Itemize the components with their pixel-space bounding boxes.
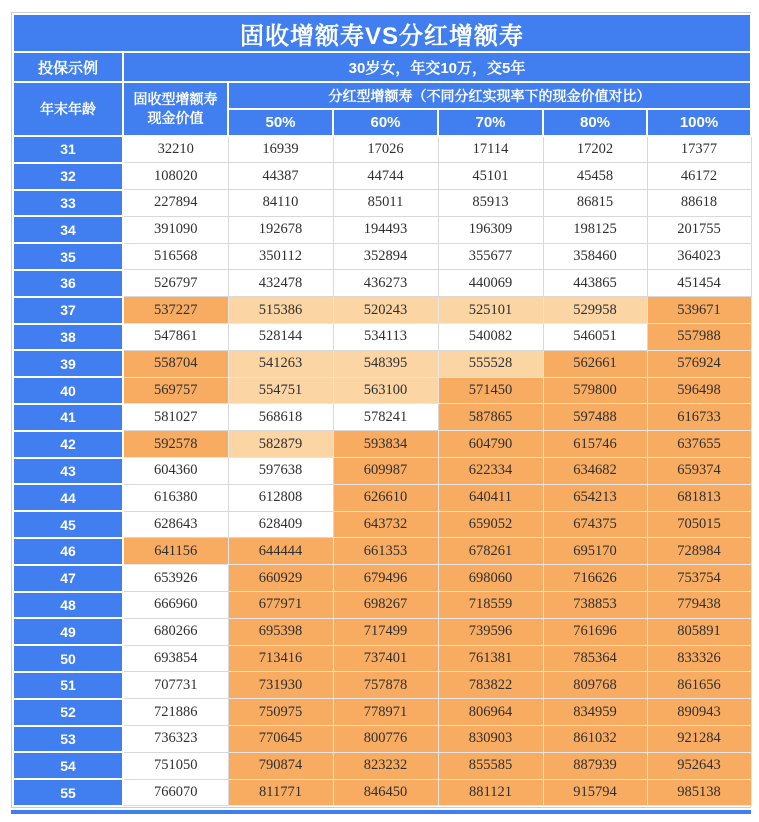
fixed-value-cell: 516568 xyxy=(123,243,228,270)
dividend-value-cell: 790874 xyxy=(228,752,333,779)
table-row xyxy=(13,270,751,297)
dividend-value-cell: 659052 xyxy=(438,511,543,538)
fixed-value-cell: 227894 xyxy=(123,190,228,217)
dividend-value-cell: 805891 xyxy=(647,618,751,645)
dividend-value-cell: 731930 xyxy=(228,672,333,699)
fixed-value-cell: 616380 xyxy=(123,484,228,511)
age-cell: 54 xyxy=(13,752,123,779)
table-row xyxy=(13,484,751,511)
fixed-value-cell: 108020 xyxy=(123,163,228,190)
dividend-value-cell: 778971 xyxy=(333,699,438,726)
table-row xyxy=(13,779,751,806)
dividend-value-cell: 739596 xyxy=(438,618,543,645)
dividend-value-cell: 194493 xyxy=(333,216,438,243)
table-row xyxy=(13,324,751,351)
bottom-blue-strip xyxy=(11,810,751,814)
dividend-value-cell: 679496 xyxy=(333,565,438,592)
dividend-value-cell: 86815 xyxy=(543,190,647,217)
dividend-value-cell: 17114 xyxy=(438,136,543,163)
fixed-value-cell: 653926 xyxy=(123,565,228,592)
table-row xyxy=(13,350,751,377)
dividend-value-cell: 85011 xyxy=(333,190,438,217)
dividend-value-cell: 612808 xyxy=(228,484,333,511)
dividend-value-cell: 698060 xyxy=(438,565,543,592)
dividend-value-cell: 985138 xyxy=(647,779,751,806)
col-header-fixed-line2: 现金价值 xyxy=(147,110,204,126)
fixed-value-cell: 680266 xyxy=(123,618,228,645)
age-cell: 47 xyxy=(13,565,123,592)
dividend-value-cell: 674375 xyxy=(543,511,647,538)
dividend-value-cell: 750975 xyxy=(228,699,333,726)
table-row xyxy=(13,163,751,190)
dividend-value-cell: 616733 xyxy=(647,404,751,431)
age-cell: 41 xyxy=(13,404,123,431)
age-cell: 53 xyxy=(13,726,123,753)
dividend-value-cell: 823232 xyxy=(333,752,438,779)
age-cell: 45 xyxy=(13,511,123,538)
dividend-value-cell: 806964 xyxy=(438,699,543,726)
dividend-value-cell: 654213 xyxy=(543,484,647,511)
dividend-value-cell: 678261 xyxy=(438,538,543,565)
age-cell: 34 xyxy=(13,216,123,243)
fixed-value-cell: 32210 xyxy=(123,136,228,163)
col-header-fixed-product xyxy=(123,82,228,136)
dividend-value-cell: 783822 xyxy=(438,672,543,699)
dividend-value-cell: 579800 xyxy=(543,377,647,404)
dividend-value-cell: 861656 xyxy=(647,672,751,699)
title-row xyxy=(13,14,751,52)
fixed-value-cell: 628643 xyxy=(123,511,228,538)
dividend-value-cell: 761381 xyxy=(438,645,543,672)
table-body xyxy=(13,136,751,806)
col-header-rate-60: 60% xyxy=(333,109,438,136)
dividend-value-cell: 44387 xyxy=(228,163,333,190)
age-cell: 33 xyxy=(13,190,123,217)
dividend-value-cell: 525101 xyxy=(438,297,543,324)
dividend-value-cell: 761696 xyxy=(543,618,647,645)
dividend-value-cell: 534113 xyxy=(333,324,438,351)
col-header-rate-70: 70% xyxy=(438,109,543,136)
dividend-value-cell: 352894 xyxy=(333,243,438,270)
dividend-value-cell: 45458 xyxy=(543,163,647,190)
table-row xyxy=(13,458,751,485)
dividend-value-cell: 800776 xyxy=(333,726,438,753)
table-row xyxy=(13,136,751,163)
dividend-value-cell: 451454 xyxy=(647,270,751,297)
dividend-value-cell: 46172 xyxy=(647,163,751,190)
dividend-value-cell: 17026 xyxy=(333,136,438,163)
dividend-value-cell: 615746 xyxy=(543,431,647,458)
dividend-value-cell: 626610 xyxy=(333,484,438,511)
dividend-value-cell: 604790 xyxy=(438,431,543,458)
dividend-value-cell: 554751 xyxy=(228,377,333,404)
dividend-value-cell: 846450 xyxy=(333,779,438,806)
fixed-value-cell: 391090 xyxy=(123,216,228,243)
dividend-value-cell: 921284 xyxy=(647,726,751,753)
dividend-value-cell: 192678 xyxy=(228,216,333,243)
dividend-value-cell: 713416 xyxy=(228,645,333,672)
fixed-value-cell: 641156 xyxy=(123,538,228,565)
comparison-table xyxy=(12,13,752,807)
table-row xyxy=(13,699,751,726)
dividend-value-cell: 17202 xyxy=(543,136,647,163)
fixed-value-cell: 766070 xyxy=(123,779,228,806)
dividend-value-cell: 555528 xyxy=(438,350,543,377)
table-row xyxy=(13,404,751,431)
dividend-value-cell: 45101 xyxy=(438,163,543,190)
age-cell: 52 xyxy=(13,699,123,726)
dividend-value-cell: 881121 xyxy=(438,779,543,806)
dividend-value-cell: 770645 xyxy=(228,726,333,753)
fixed-value-cell: 751050 xyxy=(123,752,228,779)
table-row xyxy=(13,592,751,619)
dividend-value-cell: 628409 xyxy=(228,511,333,538)
fixed-value-cell: 592578 xyxy=(123,431,228,458)
age-cell: 31 xyxy=(13,136,123,163)
dividend-value-cell: 597638 xyxy=(228,458,333,485)
table-row xyxy=(13,645,751,672)
dividend-value-cell: 582879 xyxy=(228,431,333,458)
fixed-value-cell: 604360 xyxy=(123,458,228,485)
dividend-value-cell: 568618 xyxy=(228,404,333,431)
dividend-value-cell: 596498 xyxy=(647,377,751,404)
age-cell: 49 xyxy=(13,618,123,645)
dividend-value-cell: 520243 xyxy=(333,297,438,324)
fixed-value-cell: 558704 xyxy=(123,350,228,377)
dividend-value-cell: 562661 xyxy=(543,350,647,377)
dividend-value-cell: 834959 xyxy=(543,699,647,726)
dividend-value-cell: 887939 xyxy=(543,752,647,779)
age-cell: 39 xyxy=(13,350,123,377)
age-cell: 42 xyxy=(13,431,123,458)
dividend-value-cell: 830903 xyxy=(438,726,543,753)
dividend-value-cell: 546051 xyxy=(543,324,647,351)
table-row xyxy=(13,243,751,270)
dividend-value-cell: 578241 xyxy=(333,404,438,431)
dividend-value-cell: 355677 xyxy=(438,243,543,270)
dividend-value-cell: 659374 xyxy=(647,458,751,485)
dividend-value-cell: 364023 xyxy=(647,243,751,270)
col-header-age: 年末年龄 xyxy=(13,82,123,136)
dividend-value-cell: 728984 xyxy=(647,538,751,565)
table-row xyxy=(13,297,751,324)
dividend-value-cell: 952643 xyxy=(647,752,751,779)
dividend-value-cell: 88618 xyxy=(647,190,751,217)
dividend-value-cell: 640411 xyxy=(438,484,543,511)
dividend-value-cell: 737401 xyxy=(333,645,438,672)
dividend-value-cell: 861032 xyxy=(543,726,647,753)
dividend-value-cell: 643732 xyxy=(333,511,438,538)
dividend-value-cell: 716626 xyxy=(543,565,647,592)
fixed-value-cell: 693854 xyxy=(123,645,228,672)
age-cell: 37 xyxy=(13,297,123,324)
age-cell: 48 xyxy=(13,592,123,619)
dividend-value-cell: 563100 xyxy=(333,377,438,404)
dividend-value-cell: 644444 xyxy=(228,538,333,565)
col-header-fixed-line1: 固收型增额寿 xyxy=(133,91,218,108)
dividend-value-cell: 515386 xyxy=(228,297,333,324)
col-header-dividend-group: 分红型增额寿（不同分红实现率下的现金价值对比） xyxy=(228,82,751,109)
dividend-value-cell: 597488 xyxy=(543,404,647,431)
table-row xyxy=(13,538,751,565)
fixed-value-cell: 736323 xyxy=(123,726,228,753)
dividend-value-cell: 358460 xyxy=(543,243,647,270)
table-row xyxy=(13,672,751,699)
dividend-value-cell: 540082 xyxy=(438,324,543,351)
age-cell: 50 xyxy=(13,645,123,672)
age-cell: 51 xyxy=(13,672,123,699)
column-header-row xyxy=(13,82,751,109)
table-row xyxy=(13,726,751,753)
dividend-value-cell: 695170 xyxy=(543,538,647,565)
dividend-value-cell: 436273 xyxy=(333,270,438,297)
dividend-value-cell: 833326 xyxy=(647,645,751,672)
page-title: 固收增额寿VS分红增额寿 xyxy=(13,14,751,52)
dividend-value-cell: 17377 xyxy=(647,136,751,163)
example-value: 30岁女，年交10万，交5年 xyxy=(123,52,751,82)
dividend-value-cell: 528144 xyxy=(228,324,333,351)
dividend-value-cell: 548395 xyxy=(333,350,438,377)
dividend-value-cell: 637655 xyxy=(647,431,751,458)
dividend-value-cell: 576924 xyxy=(647,350,751,377)
dividend-value-cell: 753754 xyxy=(647,565,751,592)
dividend-value-cell: 198125 xyxy=(543,216,647,243)
dividend-value-cell: 681813 xyxy=(647,484,751,511)
age-cell: 32 xyxy=(13,163,123,190)
dividend-value-cell: 779438 xyxy=(647,592,751,619)
dividend-value-cell: 785364 xyxy=(543,645,647,672)
dividend-value-cell: 440069 xyxy=(438,270,543,297)
comparison-table-wrapper xyxy=(11,12,751,808)
table-row xyxy=(13,565,751,592)
dividend-value-cell: 660929 xyxy=(228,565,333,592)
fixed-value-cell: 526797 xyxy=(123,270,228,297)
dividend-value-cell: 811771 xyxy=(228,779,333,806)
age-cell: 35 xyxy=(13,243,123,270)
dividend-value-cell: 738853 xyxy=(543,592,647,619)
age-cell: 43 xyxy=(13,458,123,485)
dividend-value-cell: 16939 xyxy=(228,136,333,163)
dividend-value-cell: 622334 xyxy=(438,458,543,485)
fixed-value-cell: 547861 xyxy=(123,324,228,351)
dividend-value-cell: 84110 xyxy=(228,190,333,217)
dividend-value-cell: 718559 xyxy=(438,592,543,619)
dividend-value-cell: 698267 xyxy=(333,592,438,619)
age-cell: 36 xyxy=(13,270,123,297)
table-row xyxy=(13,216,751,243)
dividend-value-cell: 432478 xyxy=(228,270,333,297)
dividend-value-cell: 809768 xyxy=(543,672,647,699)
dividend-value-cell: 85913 xyxy=(438,190,543,217)
example-row xyxy=(13,52,751,82)
age-cell: 55 xyxy=(13,779,123,806)
age-cell: 46 xyxy=(13,538,123,565)
dividend-value-cell: 201755 xyxy=(647,216,751,243)
table-row xyxy=(13,511,751,538)
dividend-value-cell: 757878 xyxy=(333,672,438,699)
table-row xyxy=(13,618,751,645)
fixed-value-cell: 666960 xyxy=(123,592,228,619)
dividend-value-cell: 661353 xyxy=(333,538,438,565)
dividend-value-cell: 915794 xyxy=(543,779,647,806)
dividend-value-cell: 541263 xyxy=(228,350,333,377)
dividend-value-cell: 350112 xyxy=(228,243,333,270)
dividend-value-cell: 557988 xyxy=(647,324,751,351)
dividend-value-cell: 677971 xyxy=(228,592,333,619)
example-label: 投保示例 xyxy=(13,52,123,82)
age-cell: 40 xyxy=(13,377,123,404)
fixed-value-cell: 707731 xyxy=(123,672,228,699)
dividend-value-cell: 196309 xyxy=(438,216,543,243)
table-row xyxy=(13,190,751,217)
fixed-value-cell: 569757 xyxy=(123,377,228,404)
dividend-value-cell: 609987 xyxy=(333,458,438,485)
dividend-value-cell: 593834 xyxy=(333,431,438,458)
dividend-value-cell: 44744 xyxy=(333,163,438,190)
col-header-rate-80: 80% xyxy=(543,109,647,136)
table-row xyxy=(13,431,751,458)
dividend-value-cell: 855585 xyxy=(438,752,543,779)
dividend-value-cell: 634682 xyxy=(543,458,647,485)
comparison-page xyxy=(11,12,751,814)
fixed-value-cell: 721886 xyxy=(123,699,228,726)
dividend-value-cell: 705015 xyxy=(647,511,751,538)
fixed-value-cell: 537227 xyxy=(123,297,228,324)
col-header-rate-100: 100% xyxy=(647,109,751,136)
dividend-value-cell: 717499 xyxy=(333,618,438,645)
col-header-rate-50: 50% xyxy=(228,109,333,136)
dividend-value-cell: 890943 xyxy=(647,699,751,726)
table-row xyxy=(13,752,751,779)
age-cell: 38 xyxy=(13,324,123,351)
table-row xyxy=(13,377,751,404)
dividend-value-cell: 443865 xyxy=(543,270,647,297)
dividend-value-cell: 571450 xyxy=(438,377,543,404)
dividend-value-cell: 587865 xyxy=(438,404,543,431)
dividend-value-cell: 539671 xyxy=(647,297,751,324)
fixed-value-cell: 581027 xyxy=(123,404,228,431)
dividend-value-cell: 695398 xyxy=(228,618,333,645)
dividend-value-cell: 529958 xyxy=(543,297,647,324)
age-cell: 44 xyxy=(13,484,123,511)
